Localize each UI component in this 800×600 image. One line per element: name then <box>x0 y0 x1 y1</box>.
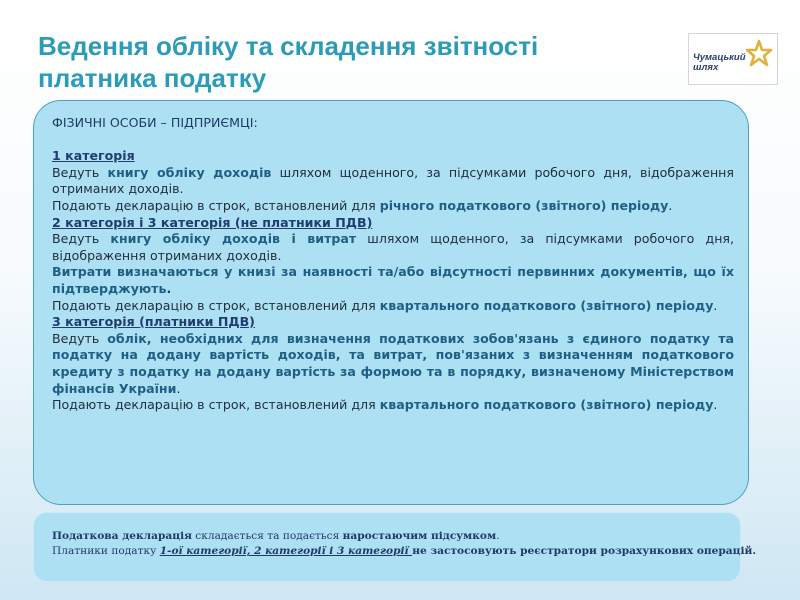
category-1-title: 1 категорія <box>52 148 135 164</box>
text: . <box>668 197 673 213</box>
text: Ведуть <box>52 231 111 247</box>
text: Ведуть <box>52 330 108 346</box>
slide-title <box>38 30 638 94</box>
logo-text-line2: шлях <box>693 62 719 73</box>
category-1-paragraph-1 <box>52 165 734 198</box>
text: Ведуть <box>52 164 108 180</box>
brand-logo <box>688 33 778 85</box>
note-box <box>33 512 757 582</box>
text: . <box>713 397 718 413</box>
section-heading: ФІЗИЧНІ ОСОБИ – ПІДПРИЄМЦІ: <box>52 115 258 130</box>
text: . <box>176 380 181 396</box>
highlight-text: Витрати визначаються у книзі за наявності та/або відсутності первинних документів, що їх підтверджують <box>52 264 734 296</box>
highlight-text: квартального податкового (звітного) періоду <box>379 297 714 313</box>
text: Подають декларацію в строк, встановлений для <box>52 197 380 213</box>
text: Подають декларацію в строк, встановлений для <box>52 397 380 413</box>
highlight-text: книгу обліку доходів <box>107 164 272 180</box>
logo-text-line1: Чумацький <box>693 52 746 63</box>
note-text: . <box>496 530 500 542</box>
text: Подають декларацію в строк, встановлений для <box>52 297 380 313</box>
slide-title-line1: Ведення обліку та складення звітності <box>38 31 539 61</box>
note-bold-text: Податкова декларація <box>52 530 192 542</box>
category-2-paragraph-3 <box>52 298 734 315</box>
text: шляхом щоденного, за підсумками робочого дня, відображення отриманих доходів. <box>52 231 735 263</box>
text: . <box>713 297 718 313</box>
category-3-paragraph-1 <box>52 331 734 397</box>
highlight-text: облік, необхідних для визначення податкових зобов'язань з єдиного податку та податку на додану вартість доходів, та витрат, пов'язаних з визначенням податкового кредиту з податку на додану вартість за формою та в порядку, визначеному Міністерством фінансів України <box>52 330 734 396</box>
note-bold-text: наростаючим підсумком <box>342 530 497 542</box>
main-content-box <box>33 100 749 505</box>
note-line-1 <box>52 529 730 544</box>
highlight-text: квартального податкового (звітного) періоду <box>379 397 714 413</box>
text: . <box>166 280 172 296</box>
text: шляхом щоденного, за підсумками робочого дня, відображення отриманих доходів. <box>52 164 734 197</box>
category-3-paragraph-2 <box>52 397 734 414</box>
slide-title-line2: платника податку <box>38 63 267 93</box>
note-text: Платники податку <box>52 545 160 557</box>
note-text: складається та подається <box>191 530 343 542</box>
category-1-paragraph-2 <box>52 198 734 215</box>
note-underlined-text: 1-ої категорії, 2 категорії і 3 категорії <box>159 545 413 557</box>
category-3-title: 3 категорія (платники ПДВ) <box>52 314 255 330</box>
category-2-title: 2 категорія і 3 категорія (не платники ПДВ) <box>52 214 373 230</box>
category-2-paragraph-2 <box>52 264 734 297</box>
highlight-text: книгу обліку доходів і витрат <box>110 231 357 247</box>
category-2-paragraph-1 <box>52 231 734 264</box>
note-bold-text: не застосовують реєстратори розрахункових операцій. <box>412 545 757 557</box>
star-icon <box>745 39 773 67</box>
highlight-text: річного податкового (звітного) періоду <box>379 197 669 213</box>
note-line-2 <box>52 544 757 559</box>
